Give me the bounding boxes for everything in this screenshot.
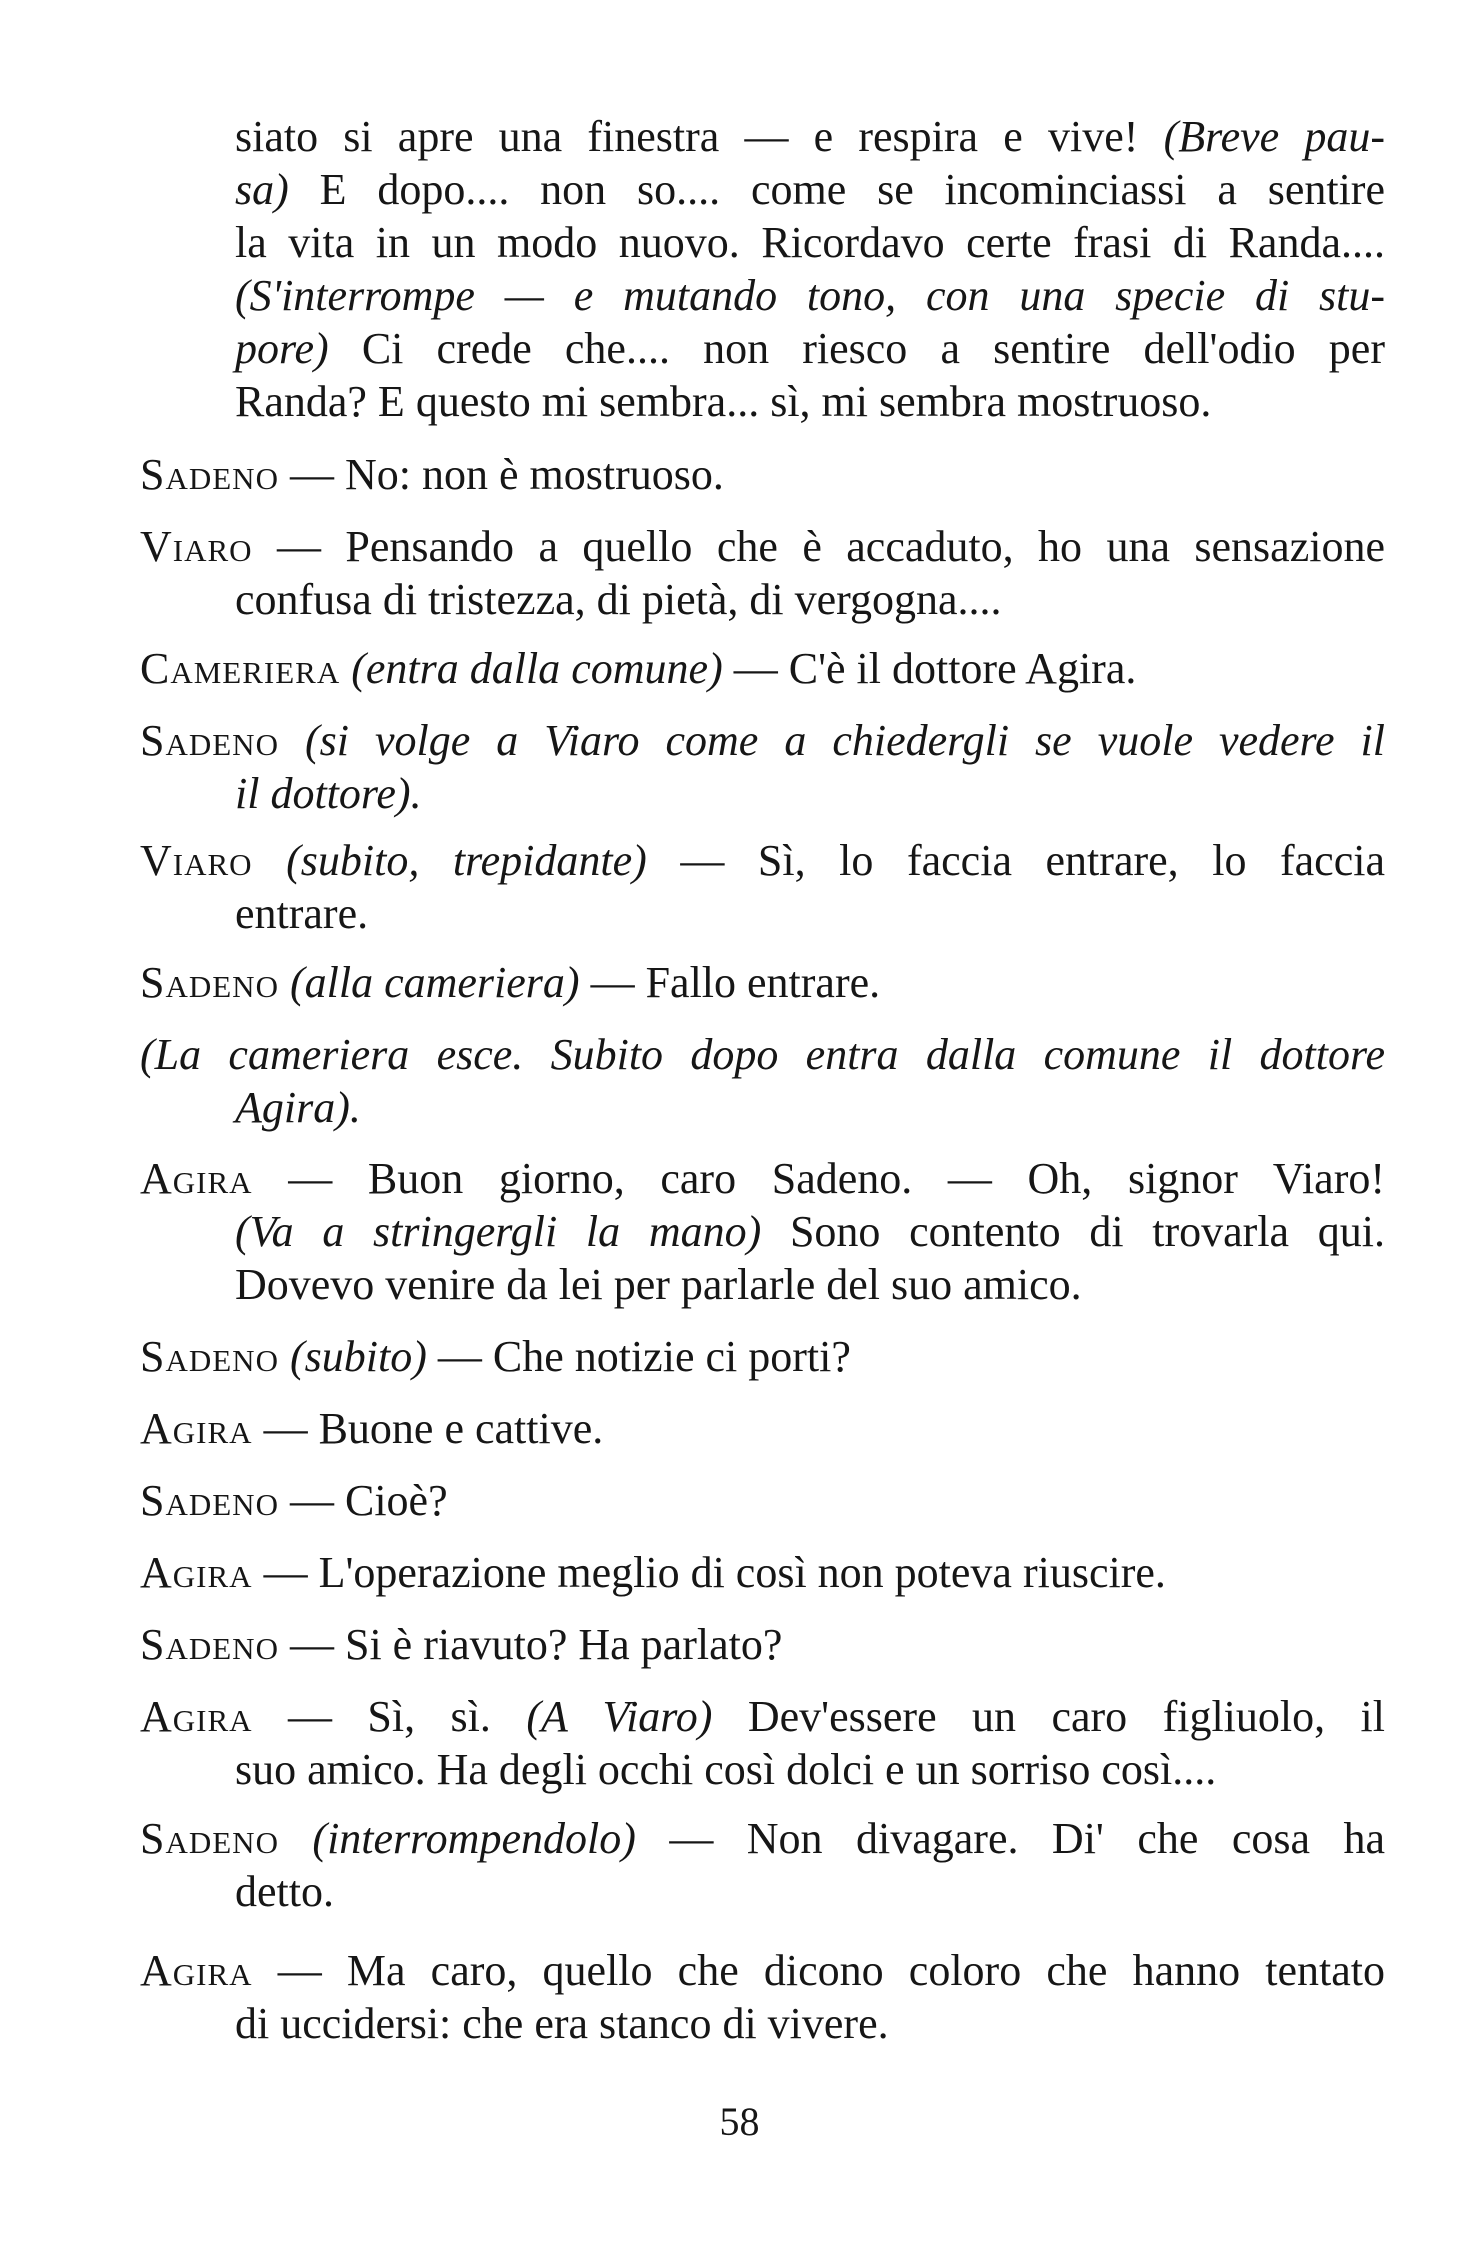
text-line xyxy=(140,1944,1385,1997)
speaker-name: Viaro xyxy=(140,522,253,571)
line-text: Ci crede che.... non riesco a sentire dell'odio per xyxy=(328,324,1385,373)
speaker-name: Agira xyxy=(140,1692,253,1741)
line-text: entrare. xyxy=(235,889,369,938)
dialogue-entry xyxy=(140,1618,1385,1671)
dialogue-entry xyxy=(140,1944,1385,2050)
speaker-name: Sadeno xyxy=(140,1332,279,1381)
text-line xyxy=(140,520,1385,573)
speaker-name: Sadeno xyxy=(140,716,279,765)
stage-direction: (si volge a Viaro come a chiedergli se vuole vedere il xyxy=(278,716,1385,765)
text-line xyxy=(140,1743,1385,1796)
stage-direction: (subito) xyxy=(278,1332,427,1381)
line-text: — L'operazione meglio di così non poteva riuscire. xyxy=(252,1548,1166,1597)
line-text: — Buone e cattive. xyxy=(252,1404,604,1453)
line-text: confusa di tristezza, di pietà, di vergogna.... xyxy=(235,575,1002,624)
speaker-name: Sadeno xyxy=(140,958,279,1007)
text-line xyxy=(140,1028,1385,1081)
line-text: di uccidersi: che era stanco di vivere. xyxy=(235,1999,889,2048)
stage-direction-paragraph xyxy=(140,1028,1385,1134)
stage-direction: (entra dalla comune) xyxy=(340,644,723,693)
stage-direction: (La cameriera esce. Subito dopo entra dalla comune il dottore xyxy=(140,1030,1385,1079)
line-text: — C'è il dottore Agira. xyxy=(722,644,1137,693)
line-text: — Sì, lo faccia entrare, lo faccia xyxy=(646,836,1385,885)
line-text: la vita in un modo nuovo. Ricordavo certe frasi di Randa.... xyxy=(235,218,1385,267)
line-text: — Fallo entrare. xyxy=(579,958,881,1007)
line-text: Dev'essere un caro figliuolo, il xyxy=(712,1692,1385,1741)
dialogue-entry xyxy=(140,956,1385,1009)
line-text: — Pensando a quello che è accaduto, ho una sensazione xyxy=(252,522,1385,571)
line-text: — Cioè? xyxy=(278,1476,448,1525)
text-line xyxy=(140,1205,1385,1258)
text-line xyxy=(140,269,1385,322)
line-text: suo amico. Ha degli occhi così dolci e un sorriso così.... xyxy=(235,1745,1217,1794)
text-line xyxy=(140,956,1385,1009)
stage-direction: (interrompendolo) xyxy=(278,1814,636,1863)
text-line xyxy=(140,322,1385,375)
speaker-name: Agira xyxy=(140,1548,253,1597)
text-line xyxy=(140,1812,1385,1865)
speaker-name: Cameriera xyxy=(140,644,341,693)
stage-direction: (A Viaro) xyxy=(526,1692,713,1741)
text-line xyxy=(140,642,1385,695)
speaker-name: Agira xyxy=(140,1404,253,1453)
dialogue-entry xyxy=(140,1474,1385,1527)
text-line xyxy=(140,834,1385,887)
text-line xyxy=(140,767,1385,820)
line-text: — Non divagare. Di' che cosa ha xyxy=(635,1814,1385,1863)
dialogue-entry xyxy=(140,642,1385,695)
dialogue-entry xyxy=(140,1402,1385,1455)
speaker-name: Agira xyxy=(140,1946,253,1995)
text-line xyxy=(140,448,1385,501)
text-line xyxy=(140,163,1385,216)
dialogue-entry xyxy=(140,1812,1385,1918)
line-text: — No: non è mostruoso. xyxy=(278,450,724,499)
speaker-name: Sadeno xyxy=(140,450,279,499)
speaker-name: Sadeno xyxy=(140,1476,279,1525)
dialogue-entry xyxy=(140,1546,1385,1599)
text-line xyxy=(140,110,1385,163)
text-line xyxy=(140,573,1385,626)
text-line xyxy=(140,1258,1385,1311)
dialogue-entry xyxy=(140,520,1385,626)
stage-direction: (S'interrompe — e mutando tono, con una specie di stu- xyxy=(235,271,1385,320)
text-line xyxy=(140,1330,1385,1383)
dialogue-entry xyxy=(140,1152,1385,1311)
page-number: 58 xyxy=(719,2099,760,2144)
line-text: siato si apre una finestra — e respira e vive! xyxy=(235,112,1164,161)
text-line xyxy=(140,714,1385,767)
text-line xyxy=(140,1474,1385,1527)
stage-direction: (Breve pau- xyxy=(1163,112,1385,161)
speaker-name: Viaro xyxy=(140,836,253,885)
text-line xyxy=(140,216,1385,269)
text-line xyxy=(140,1152,1385,1205)
line-text: Dovevo venire da lei per parlarle del suo amico. xyxy=(235,1260,1082,1309)
text-line xyxy=(140,1997,1385,2050)
text-line xyxy=(140,1402,1385,1455)
line-text: detto. xyxy=(235,1867,334,1916)
stage-direction: pore) xyxy=(235,324,329,373)
stage-direction: sa) xyxy=(235,165,289,214)
text-line xyxy=(140,375,1385,428)
stage-direction: (Va a stringergli la mano) xyxy=(235,1207,762,1256)
line-text: — Si è riavuto? Ha parlato? xyxy=(278,1620,783,1669)
text-line xyxy=(140,1081,1385,1134)
speaker-name: Sadeno xyxy=(140,1814,279,1863)
line-text: — Sì, sì. xyxy=(252,1692,527,1741)
dialogue-entry xyxy=(140,448,1385,501)
speaker-name: Sadeno xyxy=(140,1620,279,1669)
text-line xyxy=(140,1690,1385,1743)
stage-direction: Agira). xyxy=(235,1083,361,1132)
text-line xyxy=(140,887,1385,940)
line-text: — Che notizie ci porti? xyxy=(426,1332,851,1381)
speaker-name: Agira xyxy=(140,1154,253,1203)
line-text: E dopo.... non so.... come se incominciassi a sentire xyxy=(288,165,1385,214)
line-text: Sono contento di trovarla qui. xyxy=(761,1207,1385,1256)
dialogue-entry xyxy=(140,1330,1385,1383)
stage-direction: il dottore). xyxy=(235,769,422,818)
stage-direction: (alla cameriera) xyxy=(278,958,580,1007)
line-text: — Buon giorno, caro Sadeno. — Oh, signor Viaro! xyxy=(252,1154,1385,1203)
dialogue-entry xyxy=(140,834,1385,940)
continuation-paragraph xyxy=(140,110,1385,428)
dialogue-entry xyxy=(140,714,1385,820)
line-text: — Ma caro, quello che dicono coloro che hanno tentato xyxy=(252,1946,1385,1995)
line-text: Randa? E questo mi sembra... sì, mi sembra mostruoso. xyxy=(235,377,1212,426)
dialogue-entry xyxy=(140,1690,1385,1796)
text-line xyxy=(140,1618,1385,1671)
stage-direction: (subito, trepidante) xyxy=(252,836,647,885)
text-line xyxy=(140,1546,1385,1599)
text-line xyxy=(140,1865,1385,1918)
